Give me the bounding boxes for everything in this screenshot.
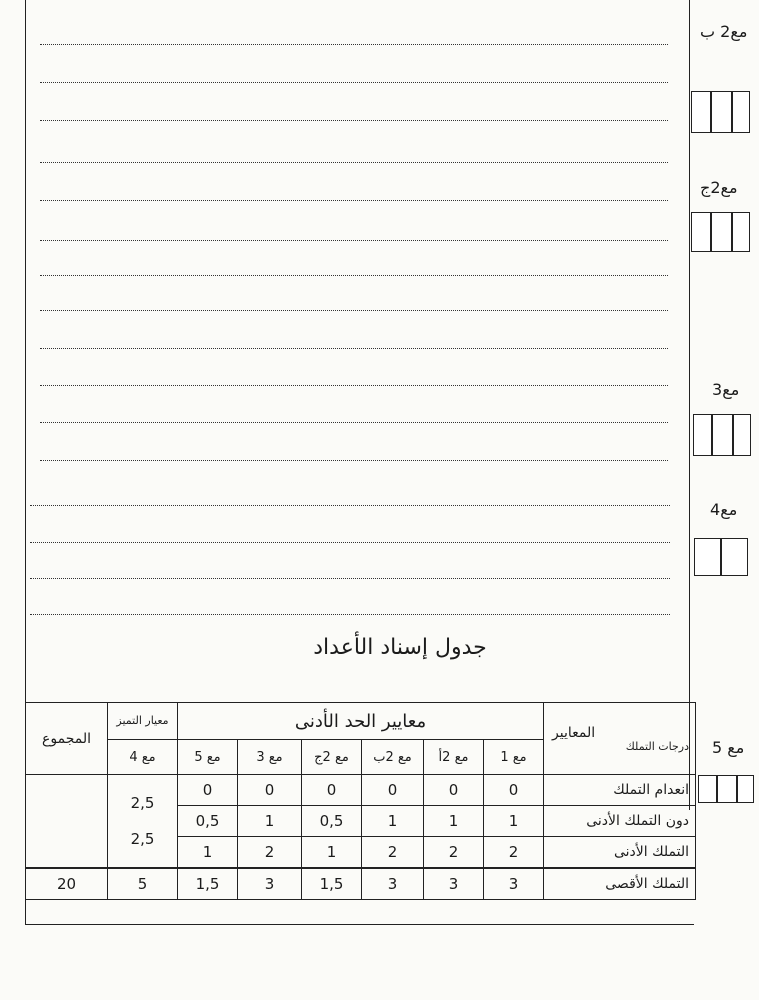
answer-line (40, 162, 668, 163)
score-cell: 3 (238, 868, 302, 900)
table-row (26, 775, 696, 806)
answer-line (40, 240, 668, 241)
score-cell: 1 (302, 837, 362, 869)
criteria-corner-header: المعايير درجات التملك (544, 703, 696, 775)
score-cell: 0,5 (178, 806, 238, 837)
score-cell: 2 (362, 837, 424, 869)
grading-table (25, 702, 696, 900)
score-cell: 2 (238, 837, 302, 869)
score-cell: 3 (484, 868, 544, 900)
answer-line (40, 460, 668, 461)
criterion-4-label: مع4 (710, 500, 738, 519)
level-name: التملك الأقصى (544, 868, 696, 900)
level-name: التملك الأدنى (544, 837, 696, 869)
score-cell: 0 (484, 775, 544, 806)
criterion-2b-score-boxes[interactable] (691, 91, 750, 133)
criterion-2c-score-boxes[interactable] (691, 212, 750, 252)
answer-line (40, 348, 668, 349)
criterion-2b-label: مع2 ب (700, 22, 748, 41)
score-cell: 1 (362, 806, 424, 837)
answer-line (30, 578, 670, 579)
score-cell: 0 (424, 775, 484, 806)
score-cell: 1,5 (302, 868, 362, 900)
criterion-2c-label: مع2ج (700, 178, 738, 197)
excellence-total-cell: 5 (108, 868, 178, 900)
score-cell: 1 (238, 806, 302, 837)
answer-line (40, 310, 668, 311)
answer-line (30, 614, 670, 615)
answer-line (40, 82, 668, 83)
answer-line (40, 200, 668, 201)
score-cell: 3 (424, 868, 484, 900)
column-header: مع 1 (484, 740, 544, 775)
answer-line (30, 505, 670, 506)
score-cell: 0 (178, 775, 238, 806)
score-cell: 2 (484, 837, 544, 869)
score-cell: 0,5 (302, 806, 362, 837)
answer-line (40, 385, 668, 386)
total-header: المجموع (26, 703, 108, 775)
score-cell: 1,5 (178, 868, 238, 900)
criterion-3-score-boxes[interactable] (693, 414, 751, 456)
answer-line (40, 275, 668, 276)
score-cell: 0 (302, 775, 362, 806)
excellence-cell: 2,5 2,5 (108, 775, 178, 869)
answer-line (30, 542, 670, 543)
score-cell: 1 (178, 837, 238, 869)
column-header: مع 5 (178, 740, 238, 775)
grand-total-cell: 20 (26, 868, 108, 900)
column-header: مع 2ج (302, 740, 362, 775)
criterion-5-label: مع 5 (712, 738, 745, 757)
page-frame-bottom (25, 924, 694, 925)
minimum-criteria-header: معايير الحد الأدنى (178, 703, 544, 740)
answer-line (40, 44, 668, 45)
score-cell: 3 (362, 868, 424, 900)
total-cell-empty (26, 775, 108, 869)
grading-table-title: جدول إسناد الأعداد (313, 635, 487, 660)
table-row (26, 868, 696, 900)
answer-line (40, 120, 668, 121)
column-header: مع 2ب (362, 740, 424, 775)
criterion-3-label: مع3 (712, 380, 740, 399)
level-name: انعدام التملك (544, 775, 696, 806)
score-cell: 0 (238, 775, 302, 806)
score-cell: 1 (424, 806, 484, 837)
column-header: مع 4 (108, 740, 178, 775)
criterion-4-score-boxes[interactable] (694, 538, 748, 576)
score-cell: 2 (424, 837, 484, 869)
column-header: مع 3 (238, 740, 302, 775)
excellence-criterion-header: معيار التميز (108, 703, 178, 740)
answer-line (40, 422, 668, 423)
criterion-5-score-boxes[interactable] (698, 775, 754, 803)
column-header: مع 2أ (424, 740, 484, 775)
level-name: دون التملك الأدنى (544, 806, 696, 837)
score-cell: 1 (484, 806, 544, 837)
score-cell: 0 (362, 775, 424, 806)
